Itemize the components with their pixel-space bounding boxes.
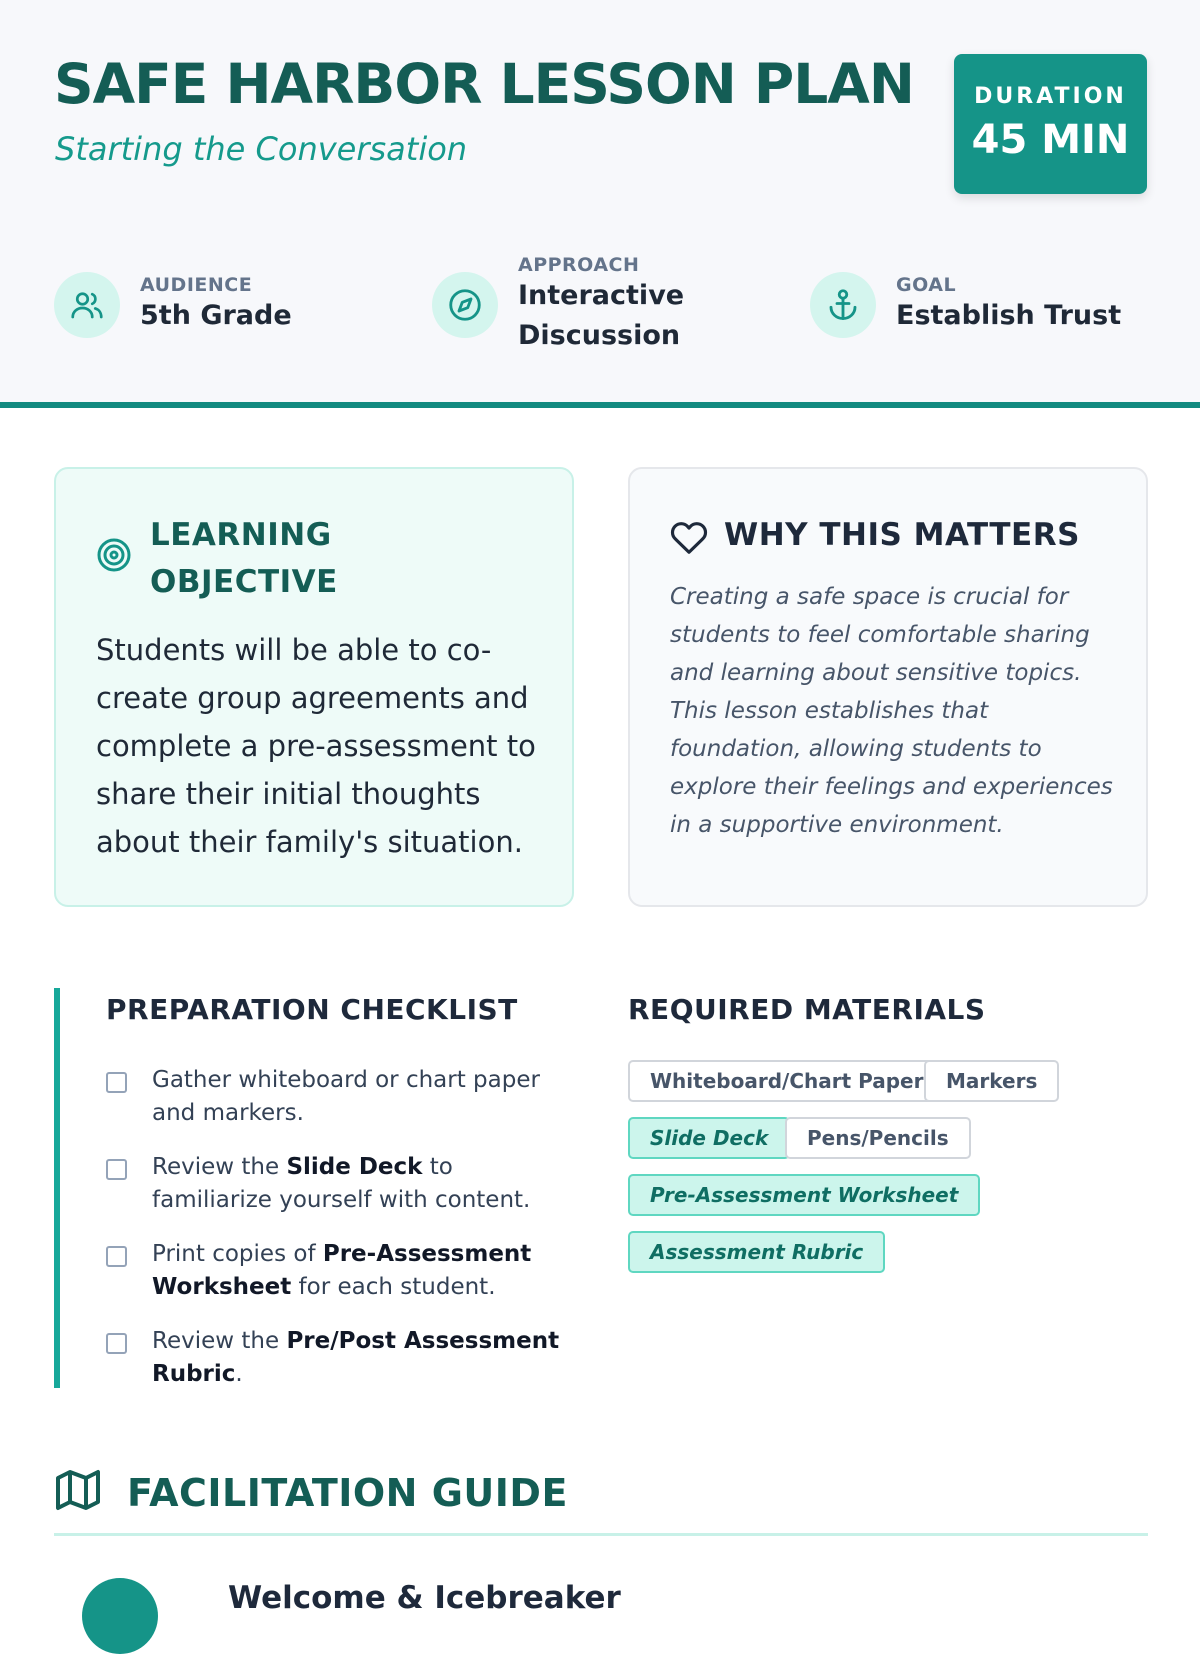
meta-audience — [54, 250, 292, 360]
material-tag: Whiteboard/Chart Paper — [628, 1060, 945, 1102]
meta-audience-label: AUDIENCE — [140, 274, 253, 296]
preparation-checklist-heading: PREPARATION CHECKLIST — [106, 993, 518, 1026]
checklist-item-text-part: for each student. — [291, 1274, 496, 1300]
meta-approach — [432, 250, 684, 360]
checklist-item-bold: Pre-Assessment Worksheet — [152, 1241, 532, 1300]
learning-objective-heading — [150, 512, 430, 606]
material-tag-highlighted: Pre-Assessment Worksheet — [628, 1174, 980, 1216]
preparation-checklist — [54, 988, 574, 1388]
checklist-item-text-part: Review the — [152, 1154, 287, 1180]
step-number-badge — [82, 1578, 158, 1654]
required-materials-heading: REQUIRED MATERIALS — [628, 993, 986, 1026]
checklist-item — [106, 1238, 576, 1304]
checklist-item — [106, 1151, 576, 1217]
checkbox[interactable] — [106, 1246, 127, 1267]
meta-audience-value: 5th Grade — [140, 300, 292, 331]
facilitation-guide-heading: FACILITATION GUIDE — [127, 1470, 568, 1515]
checklist-item-text — [152, 1064, 576, 1130]
meta-goal-value: Establish Trust — [896, 300, 1122, 331]
divider — [54, 1533, 1148, 1536]
checkbox[interactable] — [106, 1072, 127, 1093]
step-title: Welcome & Icebreaker — [228, 1580, 621, 1616]
users-icon — [54, 272, 120, 338]
learning-objective-text: Students will be able to co-create group agreements and complete a pre-assessment to share their initial thoughts about their family's situation. — [96, 633, 536, 859]
checkbox[interactable] — [106, 1159, 127, 1180]
duration-badge — [954, 54, 1147, 194]
duration-label: DURATION — [974, 84, 1127, 109]
meta-approach-value-line1: Interactive — [518, 280, 685, 311]
material-tag-highlighted: Assessment Rubric — [628, 1231, 885, 1273]
material-tag: Markers — [924, 1060, 1059, 1102]
checklist-item-text-part: Print copies of — [152, 1241, 323, 1267]
facilitation-guide-header — [54, 1466, 568, 1519]
map-icon — [54, 1466, 102, 1519]
heart-icon — [670, 519, 708, 562]
learning-objective-heading-line2: OBJECTIVE — [150, 564, 338, 600]
target-icon — [96, 537, 132, 578]
learning-objective-card — [54, 467, 574, 907]
anchor-icon — [810, 272, 876, 338]
checklist-item-text — [152, 1151, 576, 1217]
duration-value: 45 MIN — [971, 117, 1130, 163]
checklist-item — [106, 1325, 576, 1391]
checklist-item — [106, 1064, 576, 1130]
why-this-matters-heading: WHY THIS MATTERS — [724, 517, 1080, 553]
checklist-item-text-part: . — [235, 1361, 243, 1387]
page-title: SAFE HARBOR LESSON PLAN — [54, 52, 914, 116]
learning-objective-heading-line1: LEARNING — [150, 517, 332, 553]
material-tag-highlighted: Slide Deck — [628, 1117, 790, 1159]
meta-goal — [810, 250, 1121, 360]
checklist-item-bold: Slide Deck — [286, 1154, 423, 1180]
meta-goal-label: GOAL — [896, 274, 957, 296]
page-subtitle: Starting the Conversation — [55, 130, 468, 168]
checklist-item-text — [152, 1325, 576, 1391]
why-this-matters-card — [628, 467, 1148, 907]
checklist-item-text — [152, 1238, 576, 1304]
why-this-matters-text: Creating a safe space is crucial for students to feel comfortable sharing and learning about sensitive topics. This lesson establishes that foundation, allowing students to explore their feelings and experiences in a supportive environment. — [670, 584, 1113, 838]
checklist-item-text-part: to familiarize yourself with content. — [152, 1154, 531, 1213]
checklist-item-text-part: Gather whiteboard or chart paper and markers. — [152, 1067, 540, 1126]
meta-approach-label: APPROACH — [518, 254, 640, 276]
compass-icon — [432, 272, 498, 338]
meta-approach-value-line2: Discussion — [518, 320, 681, 351]
material-tag: Pens/Pencils — [785, 1117, 971, 1159]
checklist-item-text-part: Review the — [152, 1328, 287, 1354]
checkbox[interactable] — [106, 1333, 127, 1354]
checklist-item-bold: Pre/Post Assessment Rubric — [152, 1328, 560, 1387]
header — [0, 0, 1200, 408]
